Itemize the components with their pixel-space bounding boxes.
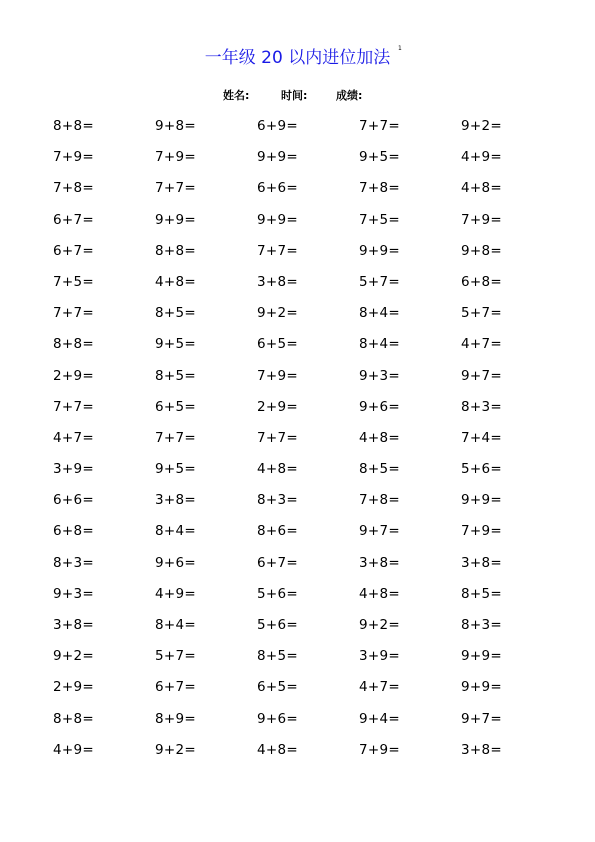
- problem-row: [53, 646, 573, 677]
- problem-row: [53, 677, 573, 708]
- problem-row: [53, 241, 573, 272]
- addition-problem: 9+5=: [155, 336, 197, 353]
- addition-problem: 7+5=: [53, 273, 95, 290]
- addition-problem: 9+5=: [359, 149, 401, 166]
- addition-problem: 4+7=: [53, 429, 95, 446]
- addition-problem: 8+5=: [359, 461, 401, 478]
- addition-problem: 2+9=: [257, 398, 299, 415]
- addition-problem: 5+7=: [461, 305, 503, 322]
- addition-problem: 8+8=: [53, 118, 95, 134]
- addition-problem: 7+7=: [53, 398, 95, 415]
- addition-problem: 2+9=: [53, 367, 95, 384]
- addition-problem: 8+9=: [155, 710, 197, 727]
- addition-problem: 7+9=: [53, 149, 95, 166]
- addition-problem: 9+7=: [359, 523, 401, 540]
- addition-problem: 6+9=: [257, 118, 299, 134]
- addition-problem: 3+8=: [461, 554, 503, 571]
- worksheet-title: 一年级 20 以内进位加法: [204, 48, 391, 68]
- addition-problem: 7+7=: [257, 429, 299, 446]
- addition-problem: 6+5=: [155, 398, 197, 415]
- addition-problem: 8+3=: [461, 617, 503, 633]
- addition-problem: 7+9=: [359, 741, 401, 758]
- addition-problem: 9+6=: [155, 554, 197, 571]
- page-number: 1: [398, 45, 402, 52]
- addition-problem: 5+6=: [461, 461, 503, 478]
- addition-problem: 4+8=: [359, 429, 401, 446]
- addition-problem: 6+5=: [257, 679, 299, 696]
- time-label: 时间:: [281, 89, 308, 102]
- addition-problem: 9+7=: [461, 710, 503, 727]
- problem-row: [53, 521, 573, 552]
- problem-row: [53, 740, 573, 771]
- problem-row: [53, 459, 573, 490]
- addition-problem: 3+8=: [257, 273, 299, 290]
- problem-grid: [53, 116, 573, 771]
- addition-problem: 3+8=: [155, 492, 197, 509]
- addition-problem: 9+2=: [257, 305, 299, 322]
- addition-problem: 8+3=: [53, 554, 95, 571]
- addition-problem: 4+8=: [461, 180, 503, 197]
- addition-problem: 3+9=: [359, 648, 401, 665]
- addition-problem: 6+8=: [53, 523, 95, 540]
- addition-problem: 3+8=: [53, 617, 95, 633]
- problem-row: [53, 428, 573, 459]
- problem-row: [53, 397, 573, 428]
- addition-problem: 7+7=: [155, 429, 197, 446]
- addition-problem: 9+3=: [53, 585, 95, 602]
- addition-problem: 9+2=: [461, 118, 503, 134]
- addition-problem: 9+6=: [359, 398, 401, 415]
- addition-problem: 9+8=: [155, 118, 197, 134]
- addition-problem: 8+4=: [359, 305, 401, 322]
- problem-row: [53, 709, 573, 740]
- addition-problem: 8+8=: [155, 242, 197, 259]
- addition-problem: 9+4=: [359, 710, 401, 727]
- addition-problem: 6+6=: [53, 492, 95, 509]
- addition-problem: 7+8=: [359, 492, 401, 509]
- addition-problem: 8+5=: [155, 367, 197, 384]
- addition-problem: 9+9=: [257, 149, 299, 166]
- addition-problem: 9+9=: [461, 679, 503, 696]
- addition-problem: 6+8=: [461, 273, 503, 290]
- addition-problem: 3+8=: [359, 554, 401, 571]
- problem-row: [53, 147, 573, 178]
- addition-problem: 9+7=: [461, 367, 503, 384]
- addition-problem: 3+8=: [461, 741, 503, 758]
- addition-problem: 5+7=: [359, 273, 401, 290]
- addition-problem: 5+6=: [257, 617, 299, 633]
- student-info-line: [0, 88, 595, 104]
- addition-problem: 6+7=: [53, 242, 95, 259]
- problem-row: [53, 116, 573, 147]
- addition-problem: 7+7=: [53, 305, 95, 322]
- addition-problem: 8+5=: [257, 648, 299, 665]
- addition-problem: 9+5=: [155, 461, 197, 478]
- score-label: 成绩:: [336, 89, 363, 102]
- addition-problem: 4+9=: [155, 585, 197, 602]
- problem-row: [53, 490, 573, 521]
- addition-problem: 5+7=: [155, 648, 197, 665]
- problem-row: [53, 584, 573, 615]
- addition-problem: 7+8=: [359, 180, 401, 197]
- addition-problem: 4+9=: [53, 741, 95, 758]
- addition-problem: 8+6=: [257, 523, 299, 540]
- addition-problem: 7+9=: [257, 367, 299, 384]
- addition-problem: 9+3=: [359, 367, 401, 384]
- addition-problem: 6+7=: [257, 554, 299, 571]
- addition-problem: 7+5=: [359, 211, 401, 228]
- addition-problem: 8+3=: [257, 492, 299, 509]
- addition-problem: 9+2=: [359, 617, 401, 633]
- addition-problem: 6+6=: [257, 180, 299, 197]
- addition-problem: 9+6=: [257, 710, 299, 727]
- addition-problem: 8+3=: [461, 398, 503, 415]
- addition-problem: 9+8=: [461, 242, 503, 259]
- addition-problem: 4+8=: [257, 741, 299, 758]
- addition-problem: 9+2=: [53, 648, 95, 665]
- addition-problem: 4+9=: [461, 149, 503, 166]
- addition-problem: 7+9=: [155, 149, 197, 166]
- addition-problem: 8+8=: [53, 336, 95, 353]
- addition-problem: 6+7=: [155, 679, 197, 696]
- problem-row: [53, 615, 573, 646]
- problem-row: [53, 553, 573, 584]
- problem-row: [53, 303, 573, 334]
- addition-problem: 7+8=: [53, 180, 95, 197]
- problem-row: [53, 272, 573, 303]
- addition-problem: 4+8=: [359, 585, 401, 602]
- problem-row: [53, 366, 573, 397]
- addition-problem: 9+2=: [155, 741, 197, 758]
- addition-problem: 6+5=: [257, 336, 299, 353]
- addition-problem: 7+9=: [461, 211, 503, 228]
- addition-problem: 7+7=: [257, 242, 299, 259]
- addition-problem: 8+4=: [155, 617, 197, 633]
- addition-problem: 7+9=: [461, 523, 503, 540]
- addition-problem: 9+9=: [257, 211, 299, 228]
- addition-problem: 4+8=: [155, 273, 197, 290]
- addition-problem: 7+7=: [155, 180, 197, 197]
- addition-problem: 2+9=: [53, 679, 95, 696]
- problem-row: [53, 210, 573, 241]
- addition-problem: 7+7=: [359, 118, 401, 134]
- addition-problem: 8+4=: [155, 523, 197, 540]
- addition-problem: 3+9=: [53, 461, 95, 478]
- addition-problem: 9+9=: [155, 211, 197, 228]
- addition-problem: 9+9=: [359, 242, 401, 259]
- addition-problem: 9+9=: [461, 492, 503, 509]
- addition-problem: 8+8=: [53, 710, 95, 727]
- addition-problem: 6+7=: [53, 211, 95, 228]
- addition-problem: 8+4=: [359, 336, 401, 353]
- problem-row: [53, 178, 573, 209]
- addition-problem: 8+5=: [155, 305, 197, 322]
- addition-problem: 5+6=: [257, 585, 299, 602]
- name-label: 姓名:: [223, 89, 250, 102]
- addition-problem: 4+7=: [359, 679, 401, 696]
- addition-problem: 4+8=: [257, 461, 299, 478]
- addition-problem: 7+4=: [461, 429, 503, 446]
- addition-problem: 8+5=: [461, 585, 503, 602]
- problem-row: [53, 334, 573, 365]
- addition-problem: 4+7=: [461, 336, 503, 353]
- addition-problem: 9+9=: [461, 648, 503, 665]
